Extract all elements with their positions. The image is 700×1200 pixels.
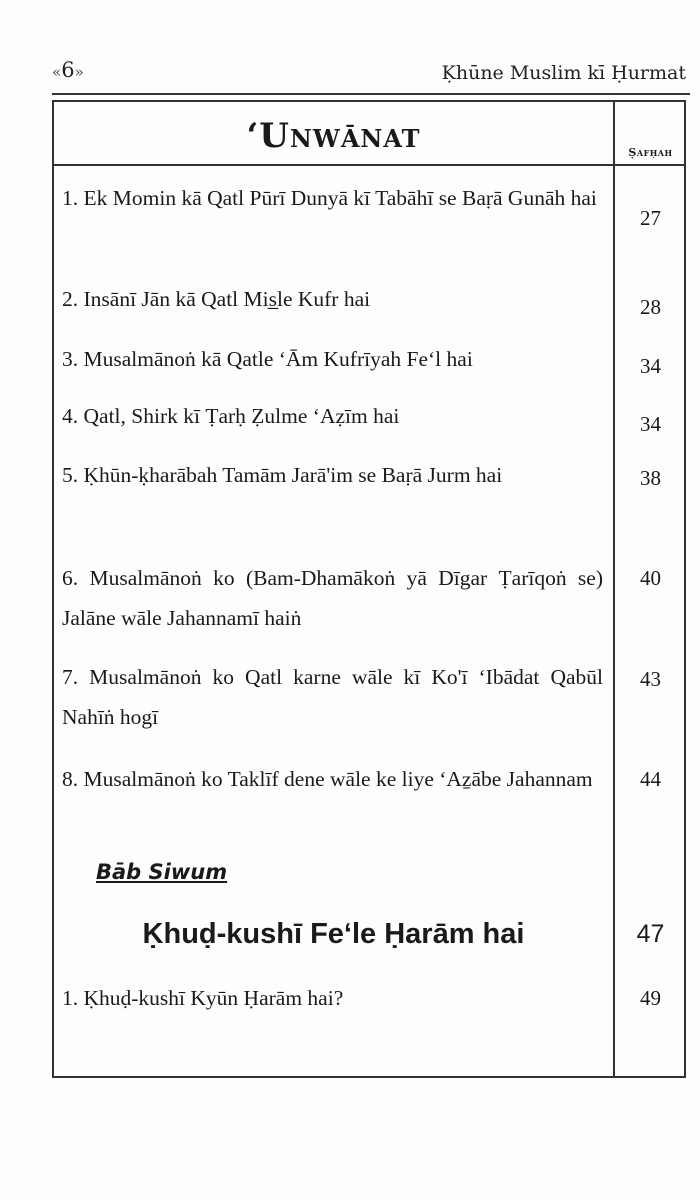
toc-entry-page: 43 [640, 667, 661, 691]
running-title: Ḳhūne Muslim kī Ḥurmat [441, 62, 686, 84]
table-of-contents [52, 100, 686, 1078]
toc-entry-page: 27 [640, 206, 661, 230]
toc-entry: 4. Qatl, Shirk kī Ṭarḥ Ẓulme ʻAẓīm hai [62, 404, 400, 428]
section-title: Ḳhuḍ-kushī Feʻle Ḥarām hai [142, 918, 525, 950]
toc-entry-page: 28 [640, 295, 661, 319]
toc-entry-page: 44 [640, 767, 661, 791]
toc-entry: 2. Insānī Jān kā Qatl Mis̲le Kufr hai [62, 287, 371, 311]
toc-title: ʻUnwānat [246, 116, 421, 156]
toc-entry: 6. Musalmānoṅ ko (Bam-Dhamākoṅ yā Dīgar Ṭarīqoṅ se) Jalāne wāle Jahannamī haiṅ [62, 566, 603, 630]
toc-entry: 1. Ek Momin kā Qatl Pūrī Dunyā kī Tabāhī se Baṛā Gunāh hai [62, 186, 597, 210]
title-divider [54, 164, 684, 166]
section-page: 47 [636, 920, 665, 948]
toc-entry-page: 40 [640, 566, 661, 590]
toc-entry: 1. Ḳhuḍ-kushī Kyūn Ḥarām hai? [62, 986, 344, 1010]
toc-entry-page: 49 [640, 986, 661, 1010]
toc-entry-page: 34 [640, 412, 661, 436]
header-rule [52, 93, 690, 95]
page-column-label: Ṣafḥah [628, 146, 673, 159]
toc-entry-page: 34 [640, 354, 661, 378]
toc-entry-page: 38 [640, 466, 661, 490]
chapter-label: Bāb Siwum [96, 860, 228, 884]
page-number-value: 6 [61, 58, 75, 82]
toc-entry: 7. Musalmānoṅ ko Qatl karne wāle kī Ko'ī ʻIbādat Qabūl Nahīṅ hogī [62, 665, 603, 729]
page-number: «6» [52, 58, 84, 82]
toc-entry: 8. Musalmānoṅ ko Taklīf dene wāle ke liye ʻAẕābe Jahannam [62, 767, 593, 791]
toc-entry: 3. Musalmānoṅ kā Qatle ʻĀm Kufrīyah Feʻl hai [62, 347, 473, 371]
toc-entry: 5. Ḳhūn-ḳharābah Tamām Jarā'im se Baṛā Jurm hai [62, 463, 503, 487]
